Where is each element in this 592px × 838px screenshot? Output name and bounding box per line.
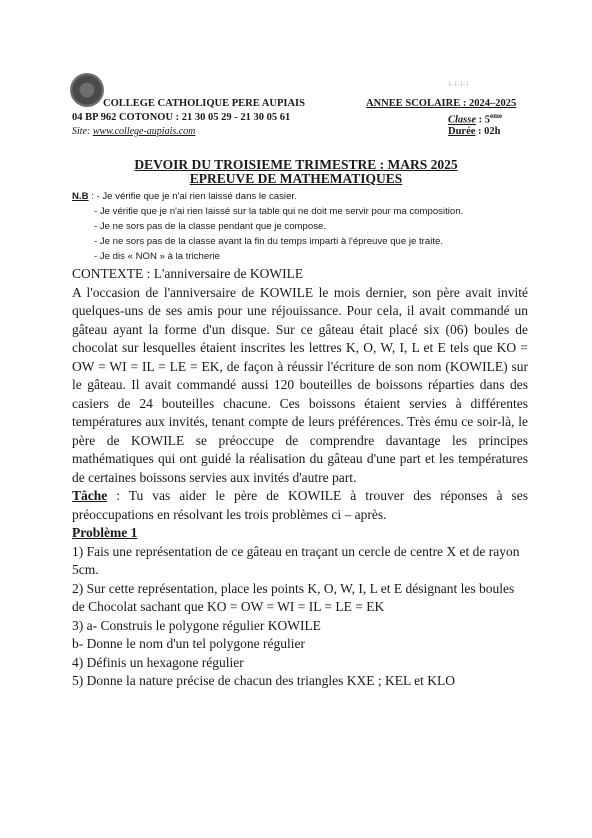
question-item: 1) Fais une représentation de ce gâteau en traçant un cercle de centre X et de rayon 5cm. bbox=[72, 543, 520, 577]
nb-first-line bbox=[72, 189, 463, 204]
devoir-title: DEVOIR DU TROISIEME TRIMESTRE : MARS 2025 bbox=[134, 157, 458, 172]
epreuve-title: EPREUVE DE MATHEMATIQUES bbox=[189, 171, 403, 186]
question-item: 5) Donne la nature précise de chacun des triangles KXE ; KEL et KLO bbox=[72, 673, 455, 688]
question-item: 2) Sur cette représentation, place les points K, O, W, I, L et E désignant les boules de Chocolat sachant que KO = OW = WI = IL = LE = EK bbox=[72, 580, 515, 614]
duree-value: : 02h bbox=[478, 126, 501, 137]
probleme-title: Problème 1 bbox=[72, 525, 138, 540]
tache-text: : Tu vas aider le père de KOWILE à trouver des réponses à ses préoccupations en résolvant les trois problèmes ci – après. bbox=[72, 488, 528, 522]
classe-value: : 5 bbox=[476, 114, 491, 126]
nb-item: - Je dis « NON » à la tricherie bbox=[94, 251, 220, 262]
site-link[interactable]: www.college-aupiais.com bbox=[92, 126, 196, 137]
classe-sup: eme bbox=[490, 112, 503, 120]
question-item: b- Donne le nom d'un tel polygone régulier bbox=[72, 636, 306, 651]
school-name: COLLEGE CATHOLIQUE PERE AUPIAIS bbox=[103, 98, 305, 109]
school-site bbox=[72, 126, 195, 137]
school-year: ANNEE SCOLAIRE : 2024–2025 bbox=[366, 98, 517, 109]
faint-mark: 1-1-1-1 bbox=[448, 80, 469, 88]
classe-label: Classe bbox=[448, 114, 477, 126]
site-label: Site: bbox=[72, 126, 93, 137]
duree-info bbox=[448, 126, 501, 137]
exam-body bbox=[72, 265, 528, 691]
nb-first-text: : - Je vérifie que je n'ai rien laissé dans le casier. bbox=[88, 191, 297, 202]
nb-label: N.B bbox=[72, 191, 89, 202]
nb-item: - Je ne sors pas de la classe pendant que je compose. bbox=[94, 221, 326, 232]
context-heading: CONTEXTE : L'anniversaire de KOWILE bbox=[72, 266, 304, 281]
school-logo-icon bbox=[70, 73, 104, 107]
tache-paragraph bbox=[72, 487, 528, 524]
nb-instructions bbox=[72, 189, 463, 264]
school-address: 04 BP 962 COTONOU : 21 30 05 29 - 21 30 05 61 bbox=[72, 112, 291, 123]
duree-label: Durée bbox=[448, 126, 476, 137]
tache-label: Tâche bbox=[72, 488, 108, 503]
context-paragraph: A l'occasion de l'anniversaire de KOWILE le mois dernier, son père avait invité quelques-uns de ses amis pour une réjouissance. Pour cela, il avait commandé un gâteau ayant la forme d'un disque. Sur ce gâteau était placé six (06) boules de chocolat sur lesquelles étaient inscrites les lettres K, O, W, I, L et E tels que KO = OW = WI = IL = LE = EK, de façon à réussir l'écriture de son nom (KOWILE) sur le gâteau. Il avait commandé aussi 120 bouteilles de boissons réparties dans des casiers de 24 bouteilles chacune. Ces boissons étaient servies à différentes températures aux invités, tenant compte de leurs préférences. Très ému ce soir-là, le père de KOWILE se préoccupe de comprendre davantage les principes mathématiques qui ont guidé la réalisation du gâteau d'une part et les températures de certaines boissons servies aux invités d'autre part. bbox=[72, 284, 528, 485]
question-item: 4) Définis un hexagone régulier bbox=[72, 654, 244, 670]
question-item: 3) a- Construis le polygone régulier KOWILE bbox=[72, 617, 321, 633]
classe-info bbox=[448, 112, 502, 126]
nb-item: - Je ne sors pas de la classe avant la fin du temps imparti à l'épreuve que je traite. bbox=[94, 236, 443, 247]
nb-item: - Je vérifie que je n'ai rien laissé sur la table qui ne doit me servir pour ma composition. bbox=[94, 206, 464, 217]
